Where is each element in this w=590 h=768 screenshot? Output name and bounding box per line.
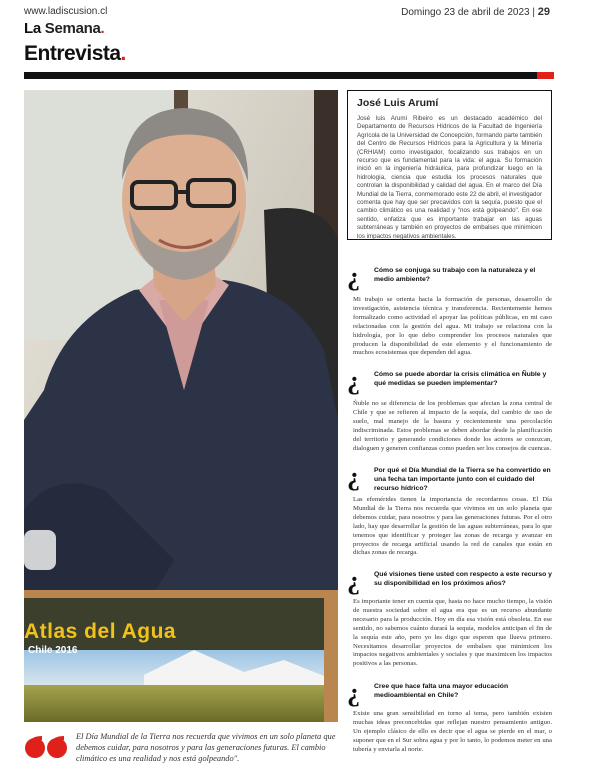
question-mark-icon: ¿ (347, 366, 360, 395)
issue-date: Domingo 23 de abril de 2023 (401, 7, 530, 18)
header-rule (24, 72, 554, 79)
header-rule-accent (537, 72, 554, 79)
question-mark-icon: ¿ (347, 462, 360, 491)
question-text: Cómo se puede abordar la crisis climática en Ñuble y qué medidas se pueden implementar? (374, 371, 547, 387)
section-title (24, 42, 126, 66)
book-subtitle: Chile 2016 (28, 645, 78, 656)
answer-text: Ñuble no se diferencia de los problemas que afectan la zona central de Chile y que se refieren al impacto de la sequía, del cambio de uso de suelo, mal manejo de la basura y recientemente una percolación indiscriminada. Estos problemas se deben abordar desde la planificación del territorio y generando condiciones donde los actores se conozcan, dialoguen y generen confianzas como pueden ser los consejos de cuencas. (353, 400, 552, 452)
page-number: 29 (537, 6, 550, 18)
answer-text: Las efemérides tienen la importancia de recordarnos cosas. El Día Mundial de la Tierra nos recuerda que vivimos en un solo planeta que debemos cuidar, para nosotros y para las generaciones futuras. Por el otro lado, hay que desarrollar la gestión de las aguas subterráneas, para lo que tenemos que identificar y proteger las zonas de recarga y avanzar en proyectos de recarga artificial usando la red de canales que están en dichas zonas de recarga. (353, 496, 552, 557)
site-url: www.ladiscusion.cl (24, 6, 108, 17)
logo-dot: . (100, 20, 105, 37)
page-info (401, 6, 550, 18)
section-dot: . (120, 42, 126, 65)
bio-name: José Luis Arumí (357, 97, 439, 109)
separator: | (532, 7, 535, 18)
answer-text: Existe una gran sensibilidad en torno al tema, pero también existen muchas ideas preconcebidas que reflejan nuestro pensamiento antiguo. Un ejemplo clásico de ello es decir que el agua se pierde en el mar, o suponer que en el Sur sobra agua y por lo tanto, lo podemos meter en una tubería y enviarla al norte. (353, 710, 552, 753)
answer-text: Mi trabajo se orienta hacia la formación de personas, desarrollo de investigación, asistencia técnica y transferencia. Recientemente hemos formalizado como actividad el apoyar las políticas públicas, en mi caso relacionadas con la gestión del agua. Mi trabajo se relaciona con la hidrología, por lo que debo comprender los procesos naturales que producen la disponibilidad de este elemento y el funcionamiento de muchos ecosistemas que dependen del agua. (353, 296, 552, 357)
question-text: Cree que hace falta una mayor educación medioambiental en Chile? (374, 683, 509, 699)
logo-semana: Semana (44, 20, 101, 37)
interview-photo (24, 90, 338, 722)
quote-icon (24, 734, 70, 760)
book (24, 598, 324, 722)
book-title: Atlas del Agua (24, 620, 177, 643)
bio-text: José luis Arumí Ribeiro es un destacado académico del Departamento de Recursos Hídricos de la Facultad de Ingeniería Agrícola de la Universidad de Concepción, formando parte también del Centro de Recursos Hídricos para la Agricultura y la Minería (CRHIAM) como investigador, focalizando sus trabajos en un recurso que es fundamental para la vida: el agua. Su formación inició en la ingeniería hidráulica, para profundizar luego en la hidrología, ciencia que estudia los procesos naturales que controlan la disponibilidad y calidad del agua. En el marco del Día Mundial de la Tierra, conmemorado este 22 de abril, el investigador comenta que hay que ser precavidos con la sequía, puesto que el cambio climático es una realidad y "nos está golpeando". En ese sentido, enfatiza que es importante trabajar en las aguas subterráneas y también en proyectos de embalses que minimicen los impactos negativos ambientales. (357, 115, 542, 240)
question-mark-icon: ¿ (347, 262, 360, 291)
section-title-text: Entrevista (24, 42, 121, 65)
question-mark-icon: ¿ (347, 678, 360, 707)
answer-text: Es importante tener en cuenta que, hasta no hace mucho tiempo, la visión de nuestra sociedad sobre el agua era que es un recurso abundante necesario para la producción. Hoy en día esa visión está obsoleta. En ese sentido, no sabemos cuánto durará la sequía, modelos anticipan el fin de la sequía este año, pero yo les digo que esperen que llueva primero. Necesitamos desarrollar proyectos de embalses que minimicen los impactos negativos ambientales y sociales y que maximicen los impactos positivos a las personas. (353, 598, 552, 668)
question-mark-icon: ¿ (347, 566, 360, 595)
question-text: Cómo se conjuga su trabajo con la naturaleza y el medio ambiente? (374, 267, 536, 283)
question-text: Qué visiones tiene usted con respecto a este recurso y su disponibilidad en los próximos años? (374, 571, 552, 587)
photo-caption: El Día Mundial de la Tierra nos recuerda que vivimos en un solo planeta que debemos cuidar, para nosotros y para las generaciones futuras. El cambio climático es una realidad y nos está golpeando". (76, 732, 336, 763)
publication-logo (24, 20, 104, 37)
logo-la: La (24, 20, 41, 37)
question-text: Por qué el Día Mundial de la Tierra se ha convertido en una fecha tan importante junto con el cuidado del recurso hídrico? (374, 467, 551, 492)
bio-box (347, 90, 552, 240)
